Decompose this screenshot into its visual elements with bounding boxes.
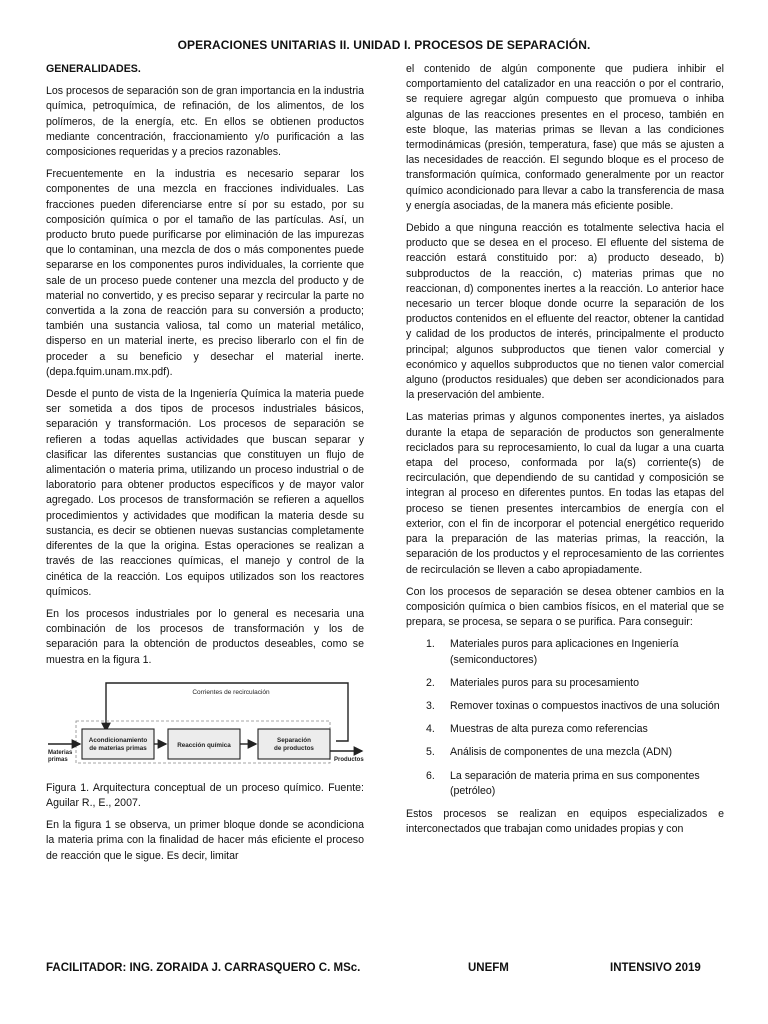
- list-number: 1.: [426, 638, 435, 651]
- section-heading: GENERALIDADES.: [46, 63, 141, 75]
- list-number: 2.: [426, 676, 435, 689]
- list-text: Muestras de alta pureza como referencias: [450, 723, 648, 736]
- products-label: Productos: [334, 756, 364, 763]
- paragraph: Con los procesos de separación se desea obtener cambios en la composición química o bien cambios físicos, en el material que se prepara, se procesa, se separa o se purifica. Para conseguir:: [406, 585, 724, 629]
- goals-list: [406, 637, 724, 799]
- paragraph: Frecuentemente en la industria es necesario separar los componentes de una mezcla en fracciones individuales. Las fracciones pueden diferenciarse entre sí por su estado, por su composición química o por el tamaño de las partículas. Así, un producto bruto puede purificarse por eliminación de las impurezas que lo contaminan, una mezcla de dos o más componentes puede separarse en los componentes puros individuales, la corriente que sale de un proceso puede contener una mezcla del producto y de material no convertido, y es preciso separar y recircular la parte no convertida a la zona de reacción para su conversión a producto; también una sustancia valiosa, tal como un material metálico, disperso en un material inerte, es preciso liberarlo con el fin de proceder a su beneficio y desechar el material inerte. (depa.fquim.unam.mx.pdf).: [46, 168, 364, 378]
- page-title: OPERACIONES UNITARIAS II. UNIDAD I. PROCESOS DE SEPARACIÓN.: [177, 38, 591, 52]
- paragraph: Desde el punto de vista de la Ingeniería Química la materia puede ser sometida a dos tipos de procesos industriales básicos, separación y transformación. Los procesos de separación se refieren a todas aquellas actividades que buscan separar y clasificar las diferentes sustancias que constituyen un flujo de alimentación o materia prima, utilizando un proceso industrial o de laboratorio para obtener productos específicos y de mayor valor agregado. Los procesos de transformación se refieren a aquellos procedimientos y actividades que modifican la materia desde su sustancia, es decir se obtienen nuevas sustancias completamente diferentes de la que la origina. Estas operaciones se realizan a través de las reacciones químicas, el manejo y control de la cinética de la reacción. Los equipos utilizados son los reactores químicos.: [46, 388, 364, 598]
- university-text: UNEFM: [468, 962, 509, 974]
- separation-label-2: de productos: [274, 744, 314, 752]
- list-text: Análisis de componentes de una mezcla (ADN): [450, 746, 672, 759]
- list-item: [406, 745, 724, 760]
- process-diagram: [46, 675, 364, 773]
- list-item: [406, 769, 724, 799]
- conditioning-label-2: de materias primas: [89, 744, 147, 752]
- figure-caption: Figura 1. Arquitectura conceptual de un proceso químico. Fuente: Aguilar R., E., 2007.: [46, 781, 364, 809]
- list-number: 4.: [426, 723, 435, 736]
- paragraph: En la figura 1 se observa, un primer bloque donde se acondiciona la materia prima con la finalidad de hacer más eficiente el proceso de reacción que le sigue. Es decir, limitar: [46, 819, 364, 862]
- list-text: Remover toxinas o compuestos inactivos de una solución: [450, 699, 720, 712]
- separation-label-1: Separación: [277, 736, 311, 744]
- feed-label-1: Materias: [48, 749, 73, 756]
- list-number: 5.: [426, 746, 435, 759]
- separation-box: [258, 729, 330, 759]
- conditioning-label-1: Acondicionamiento: [88, 736, 148, 744]
- list-number: 3.: [426, 699, 435, 712]
- paragraph: En los procesos industriales por lo general es necesaria una combinación de los procesos de transformación y los de separación para la obtención de productos deseables, como se muestra en la figura 1.: [46, 607, 364, 666]
- conditioning-box: [82, 729, 154, 759]
- list-text: Materiales puros para aplicaciones en Ingeniería (semiconductores): [450, 638, 679, 666]
- list-item: [406, 637, 724, 667]
- feed-label-2: primas: [48, 756, 68, 763]
- paragraph: Los procesos de separación son de gran importancia en la industria química, petroquímica, de refinación, de los alimentos, de los polímeros, de la energía, etc. En ellos se obtienen productos mediante concentración, fraccionamiento y/o purificación a las composiciones requeridas y a precios razonables.: [46, 85, 365, 159]
- list-item: [406, 676, 724, 691]
- process-diagram-figure: [46, 675, 364, 773]
- paragraph: Debido a que ninguna reacción es totalmente selectiva hacia el producto que se desea en el proceso. El efluente del sistema de reacción estará constituido por: a) producto deseado, b) subproductos de la reacción, c) materias primas que no reaccionan, d) componentes inertes a la reacción. Lo anterior hace necesario un tercer bloque donde ocurre la separación de los productos contenidos en el efluente del reactor, obtener la cantidad y calidad de los productos de interés, principalmente el producto principal; algunos subproductos que tienen valor comercial y económico y aquellos subproductos que no tienen valor comercial alguno (productos residuales) que deben ser acondicionados para la preservación del ambiente.: [406, 222, 724, 402]
- paragraph: el contenido de algún componente que pudiera inhibir el comportamiento del catalizador en una reacción o por el contrario, se requiere agregar algún compuesto que promueva o inhiba algunas de las reacciones presentes en el proceso, también en este bloque, las materias primas se llevan a las condiciones termodinámicas (presión, temperatura, fase) que más se ajusten a las necesidades de reacción. El segundo bloque es el proceso de transformación química, conformado generalmente por un reactor químico acondicionado para llevar a cabo la transferencia de masa y energía asociadas, de la manera más eficiente posible.: [406, 63, 724, 212]
- facilitator-text: FACILITADOR: ING. ZORAIDA J. CARRASQUERO C. MSc.: [46, 962, 361, 974]
- reaction-label: Reacción química: [177, 741, 231, 749]
- list-item: [406, 722, 724, 737]
- term-text: INTENSIVO 2019: [610, 962, 701, 974]
- list-text: La separación de materia prima en sus componentes (petróleo): [450, 769, 700, 797]
- list-item: [406, 699, 724, 714]
- left-column: [46, 62, 364, 871]
- right-column: [406, 62, 724, 844]
- paragraph: Estos procesos se realizan en equipos especializados e interconectados que trabajan como unidades propias y con: [406, 807, 724, 836]
- recycle-label: Corrientes de recirculación: [192, 688, 270, 696]
- list-number: 6.: [426, 769, 435, 782]
- list-text: Materiales puros para su procesamiento: [450, 676, 640, 689]
- paragraph: Las materias primas y algunos componentes inertes, ya aislados durante la etapa de separación de productos son generalmente reciclados para su reprocesamiento, lo cual da lugar a una cuarta etapa del proceso, conformada por la(s) corriente(s) de recirculación, que dependiendo de su cantidad y composición se integran al proceso en diferentes puntos. En todas las etapas del proceso se tienen presentes intercambios de energía con el exterior, con el fin de incorporar el potencial energético requerido para la preparación de las materias primas, la reacción, la separación de los productos y el reprocesamiento de las corrientes de recirculación se lleven a cabo apropiadamente.: [406, 411, 724, 576]
